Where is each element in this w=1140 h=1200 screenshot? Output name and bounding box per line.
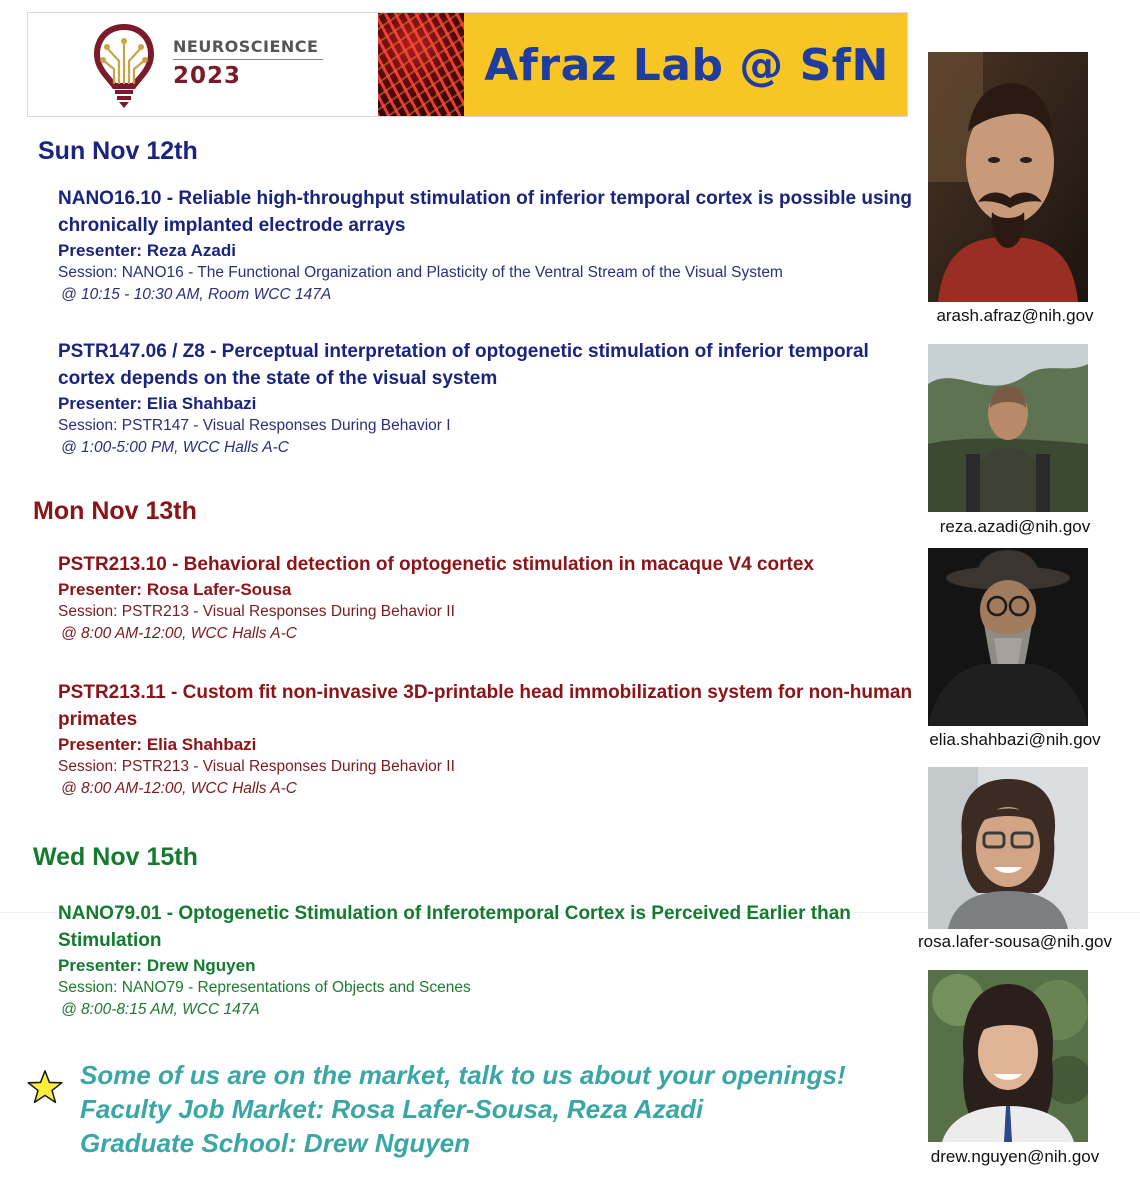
day-heading-monday: Mon Nov 13th: [33, 497, 197, 525]
talk-session: Session: NANO79 - Representations of Objects and Scenes: [58, 979, 471, 996]
photo-reza-azadi: [928, 344, 1088, 512]
talk-title: NANO16.10 - Reliable high-throughput stimulation of inferior temporal cortex is possible using chronically implanted electrode arrays: [58, 188, 913, 236]
talk-time-location: @ 8:00 AM-12:00, WCC Halls A-C: [61, 625, 297, 642]
talk-session: Session: PSTR213 - Visual Responses During Behavior II: [58, 758, 455, 775]
email-elia-shahbazi: elia.shahbazi@nih.gov: [929, 730, 1101, 749]
logo-year: 2023: [173, 63, 242, 89]
market-line-faculty: Faculty Job Market: Rosa Lafer-Sousa, Reza Azadi: [80, 1094, 704, 1124]
market-line-openings: Some of us are on the market, talk to us about your openings!: [80, 1060, 846, 1090]
banner-title: Afraz Lab @ SfN: [484, 40, 889, 91]
neuroscience-logo-icon: [90, 21, 158, 111]
talk-presenter: Presenter: Elia Shahbazi: [58, 735, 257, 754]
talk-presenter: Presenter: Reza Azadi: [58, 241, 236, 260]
talk-title: PSTR213.11 - Custom fit non-invasive 3D-printable head immobilization system for non-human primates: [58, 682, 913, 730]
talk-presenter: Presenter: Elia Shahbazi: [58, 394, 257, 413]
banner-decorative-image: [378, 13, 464, 117]
talk-session: Session: PSTR147 - Visual Responses During Behavior I: [58, 417, 451, 434]
talk-title: PSTR147.06 / Z8 - Perceptual interpretation of optogenetic stimulation of inferior temporal cortex depends on the state of the visual system: [58, 341, 869, 389]
talk-time-location: @ 8:00-8:15 AM, WCC 147A: [61, 1001, 260, 1018]
talk-title: NANO79.01 - Optogenetic Stimulation of Inferotemporal Cortex is Perceived Earlier than Stimulation: [58, 903, 851, 951]
talk-time-location: @ 1:00-5:00 PM, WCC Halls A-C: [61, 439, 289, 456]
talk-item: [58, 338, 913, 459]
talk-time-location: @ 10:15 - 10:30 AM, Room WCC 147A: [61, 286, 332, 303]
talk-item: [58, 185, 913, 306]
email-rosa-lafer-sousa: rosa.lafer-sousa@nih.gov: [918, 932, 1112, 951]
talk-session: Session: PSTR213 - Visual Responses During Behavior II: [58, 603, 455, 620]
photo-arash-afraz: [928, 52, 1088, 302]
talk-time-location: @ 8:00 AM-12:00, WCC Halls A-C: [61, 780, 297, 797]
talk-presenter: Presenter: Rosa Lafer-Sousa: [58, 580, 292, 599]
talk-item: [58, 679, 913, 800]
logo-divider: [173, 59, 323, 60]
day-heading-sunday: Sun Nov 12th: [38, 137, 198, 165]
talk-title: PSTR213.10 - Behavioral detection of optogenetic stimulation in macaque V4 cortex: [58, 554, 814, 575]
day-heading-wednesday: Wed Nov 15th: [33, 843, 198, 871]
logo-wordmark: NEUROSCIENCE: [173, 37, 319, 56]
email-reza-azadi: reza.azadi@nih.gov: [939, 517, 1091, 536]
talk-item: [58, 551, 913, 645]
job-market-note: [80, 1058, 846, 1160]
email-arash-afraz: arash.afraz@nih.gov: [936, 306, 1094, 325]
market-line-graduate: Graduate School: Drew Nguyen: [80, 1128, 471, 1158]
star-icon: [26, 1068, 64, 1106]
photo-drew-nguyen: [928, 970, 1088, 1142]
conference-banner: [27, 12, 908, 117]
photo-elia-shahbazi: [928, 548, 1088, 726]
photo-rosa-lafer-sousa: [928, 767, 1088, 929]
talk-presenter: Presenter: Drew Nguyen: [58, 956, 256, 975]
email-drew-nguyen: drew.nguyen@nih.gov: [930, 1147, 1100, 1166]
talk-item: [58, 900, 913, 1021]
talk-session: Session: NANO16 - The Functional Organization and Plasticity of the Ventral Stream of the Visual System: [58, 264, 783, 281]
